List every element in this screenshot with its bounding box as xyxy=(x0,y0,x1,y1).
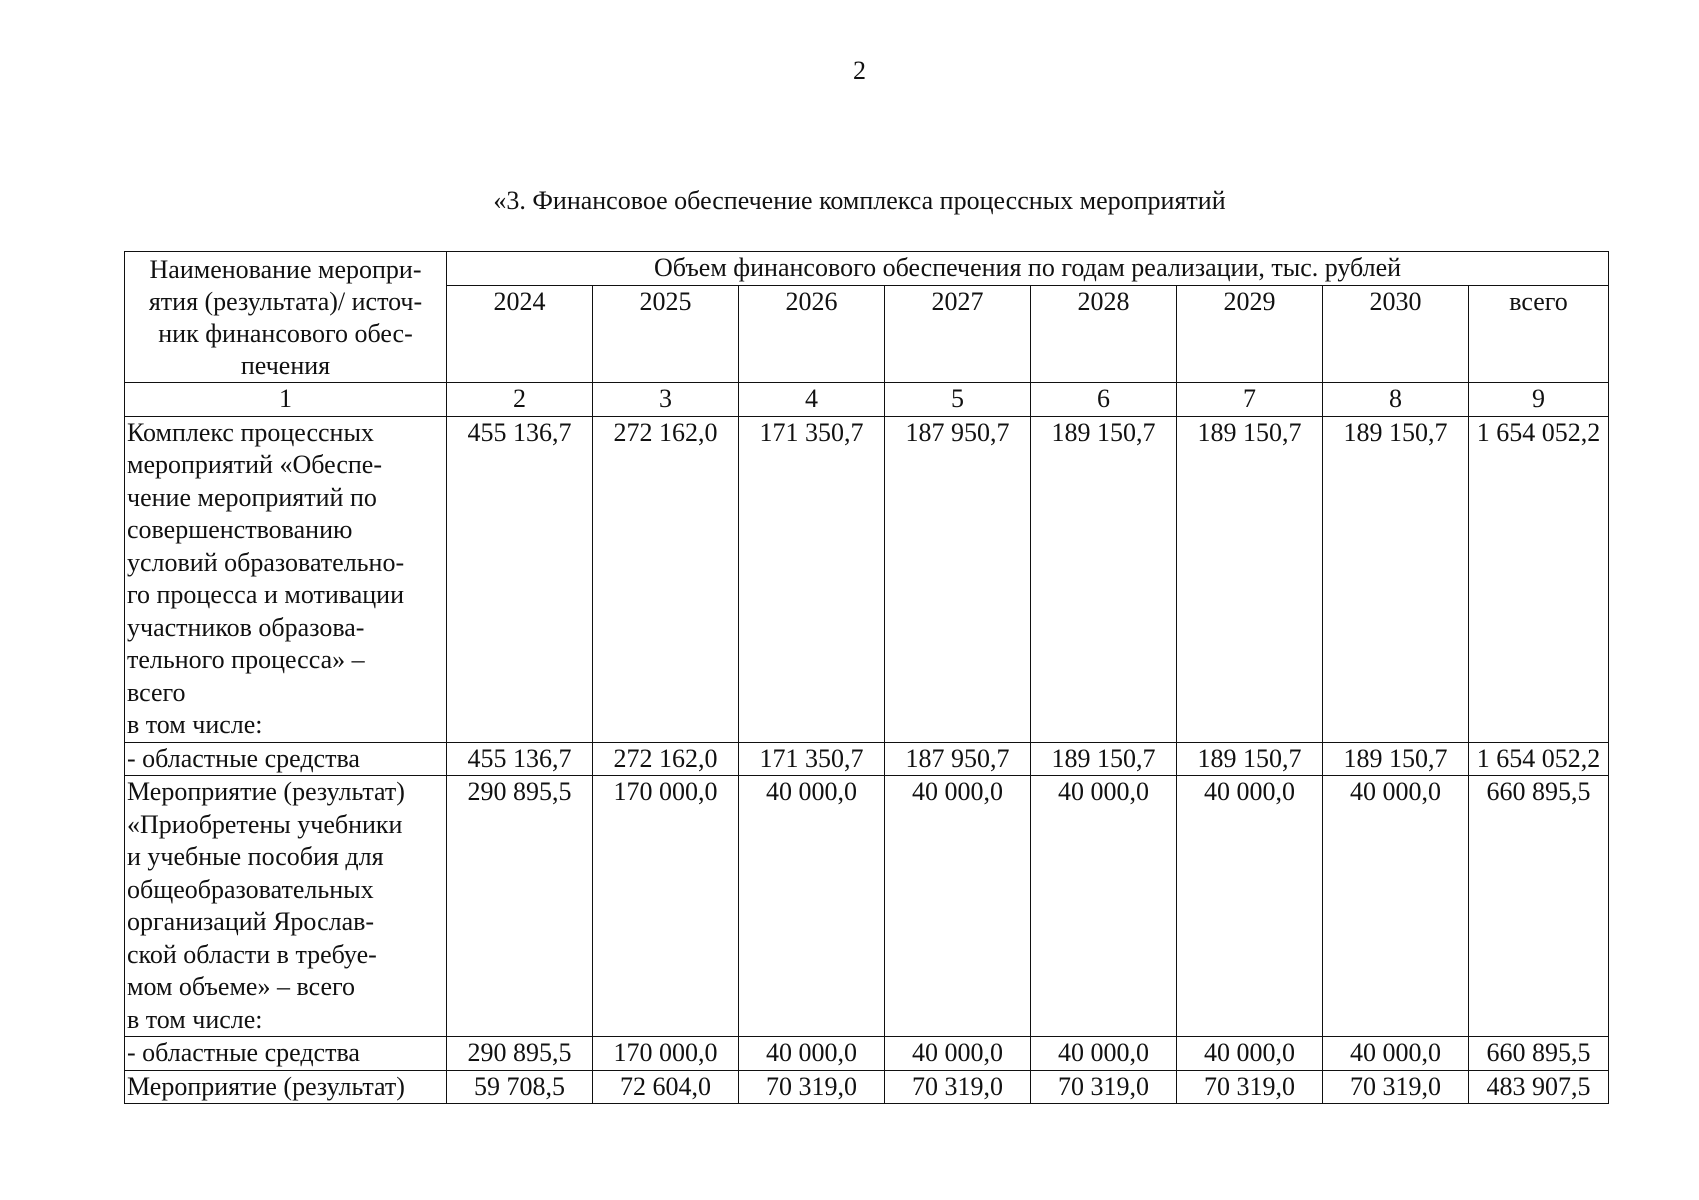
value-cell: 171 350,7 xyxy=(739,742,885,776)
value-cell: 290 895,5 xyxy=(447,1037,593,1071)
column-number: 6 xyxy=(1031,383,1177,417)
year-cell: 2025 xyxy=(593,285,739,382)
total-header-cell: всего xyxy=(1469,285,1609,382)
column-numbers-row xyxy=(125,383,1609,417)
column-number: 9 xyxy=(1469,383,1609,417)
table-row-regional-funds xyxy=(125,1037,1609,1071)
column-number: 5 xyxy=(885,383,1031,417)
value-cell: 70 319,0 xyxy=(885,1070,1031,1104)
value-cell: 40 000,0 xyxy=(739,776,885,1037)
row-name-line: мом объеме» – всего xyxy=(127,972,356,1001)
value-cell: 40 000,0 xyxy=(1031,1037,1177,1071)
value-cell: 189 150,7 xyxy=(1031,742,1177,776)
value-cell: 40 000,0 xyxy=(1323,1037,1469,1071)
value-cell: 170 000,0 xyxy=(593,1037,739,1071)
row-name-cell xyxy=(125,1037,447,1071)
value-cell: 171 350,7 xyxy=(739,416,885,742)
header-name-cell xyxy=(125,252,447,383)
column-number: 3 xyxy=(593,383,739,417)
header-name-line: ник финансового обес- xyxy=(158,319,413,348)
value-cell: 72 604,0 xyxy=(593,1070,739,1104)
value-cell: 187 950,7 xyxy=(885,742,1031,776)
header-span-cell: Объем финансового обеспечения по годам реализации, тыс. рублей xyxy=(447,252,1609,286)
row-name-line: совершенствованию xyxy=(127,515,353,544)
value-cell: 40 000,0 xyxy=(1323,776,1469,1037)
table-row-measure xyxy=(125,1070,1609,1104)
financing-table xyxy=(124,251,1609,1104)
header-name-line: печения xyxy=(240,351,331,380)
column-number: 1 xyxy=(125,383,447,417)
value-cell: 40 000,0 xyxy=(1177,776,1323,1037)
total-value-cell: 1 654 052,2 xyxy=(1469,742,1609,776)
row-name-line: всего xyxy=(127,677,186,707)
table-row-textbooks-measure xyxy=(125,776,1609,1037)
value-cell: 70 319,0 xyxy=(1031,1070,1177,1104)
header-name-line: Наименование меропри- xyxy=(149,255,422,284)
row-name-line: в том числе: xyxy=(127,710,263,739)
row-name-line: Мероприятие (результат) xyxy=(127,1071,405,1101)
value-cell: 70 319,0 xyxy=(1177,1070,1323,1104)
column-number: 8 xyxy=(1323,383,1469,417)
value-cell: 59 708,5 xyxy=(447,1070,593,1104)
row-name-line: в том числе: xyxy=(127,1004,263,1034)
column-number: 4 xyxy=(739,383,885,417)
value-cell: 70 319,0 xyxy=(1323,1070,1469,1104)
value-cell: 189 150,7 xyxy=(1323,416,1469,742)
header-row xyxy=(125,252,1609,286)
total-value-cell: 660 895,5 xyxy=(1469,1037,1609,1071)
value-cell: 189 150,7 xyxy=(1323,742,1469,776)
row-name-line: и учебные пособия для xyxy=(127,842,384,871)
row-name-line: го процесса и мотивации xyxy=(127,580,404,609)
total-value-cell: 483 907,5 xyxy=(1469,1070,1609,1104)
value-cell: 189 150,7 xyxy=(1177,416,1323,742)
row-name-line: участников образова- xyxy=(127,612,365,642)
column-number: 2 xyxy=(447,383,593,417)
table-row-regional-funds xyxy=(125,742,1609,776)
column-number: 7 xyxy=(1177,383,1323,417)
value-cell: 170 000,0 xyxy=(593,776,739,1037)
value-cell: 272 162,0 xyxy=(593,416,739,742)
year-cell: 2030 xyxy=(1323,285,1469,382)
value-cell: 290 895,5 xyxy=(447,776,593,1037)
row-name-cell xyxy=(125,776,447,1037)
value-cell: 40 000,0 xyxy=(885,1037,1031,1071)
row-name-line: Комплекс процессных xyxy=(127,417,374,447)
value-cell: 70 319,0 xyxy=(739,1070,885,1104)
row-name-cell xyxy=(125,416,447,742)
row-name-line: - областные средства xyxy=(127,1038,360,1067)
row-name-line: тельного процесса» – xyxy=(127,645,365,674)
value-cell: 189 150,7 xyxy=(1177,742,1323,776)
row-name-line: чение мероприятий по xyxy=(127,482,377,512)
header-name-line: ятия (результата)/ источ- xyxy=(148,287,423,316)
year-cell: 2024 xyxy=(447,285,593,382)
value-cell: 40 000,0 xyxy=(1177,1037,1323,1071)
year-cell: 2027 xyxy=(885,285,1031,382)
row-name-line: «Приобретены учебники xyxy=(127,809,403,839)
row-name-line: мероприятий «Обеспе- xyxy=(127,450,382,479)
row-name-line: условий образовательно- xyxy=(127,547,405,577)
total-value-cell: 660 895,5 xyxy=(1469,776,1609,1037)
total-value-cell: 1 654 052,2 xyxy=(1469,416,1609,742)
value-cell: 40 000,0 xyxy=(885,776,1031,1037)
row-name-line: ской области в требуе- xyxy=(127,939,377,969)
table-row-complex-total xyxy=(125,416,1609,742)
row-name-cell xyxy=(125,1070,447,1104)
year-cell: 2028 xyxy=(1031,285,1177,382)
row-name-line: организаций Ярослав- xyxy=(127,907,375,936)
value-cell: 272 162,0 xyxy=(593,742,739,776)
row-name-line: общеобразовательных xyxy=(127,874,374,904)
row-name-line: Мероприятие (результат) xyxy=(127,777,405,806)
year-cell: 2026 xyxy=(739,285,885,382)
value-cell: 40 000,0 xyxy=(739,1037,885,1071)
year-cell: 2029 xyxy=(1177,285,1323,382)
row-name-line: - областные средства xyxy=(127,743,360,773)
row-name-cell xyxy=(125,742,447,776)
section-title: «3. Финансовое обеспечение комплекса процессных мероприятий xyxy=(493,186,1226,215)
page-number: 2 xyxy=(853,56,866,85)
value-cell: 187 950,7 xyxy=(885,416,1031,742)
value-cell: 189 150,7 xyxy=(1031,416,1177,742)
value-cell: 455 136,7 xyxy=(447,416,593,742)
value-cell: 40 000,0 xyxy=(1031,776,1177,1037)
value-cell: 455 136,7 xyxy=(447,742,593,776)
